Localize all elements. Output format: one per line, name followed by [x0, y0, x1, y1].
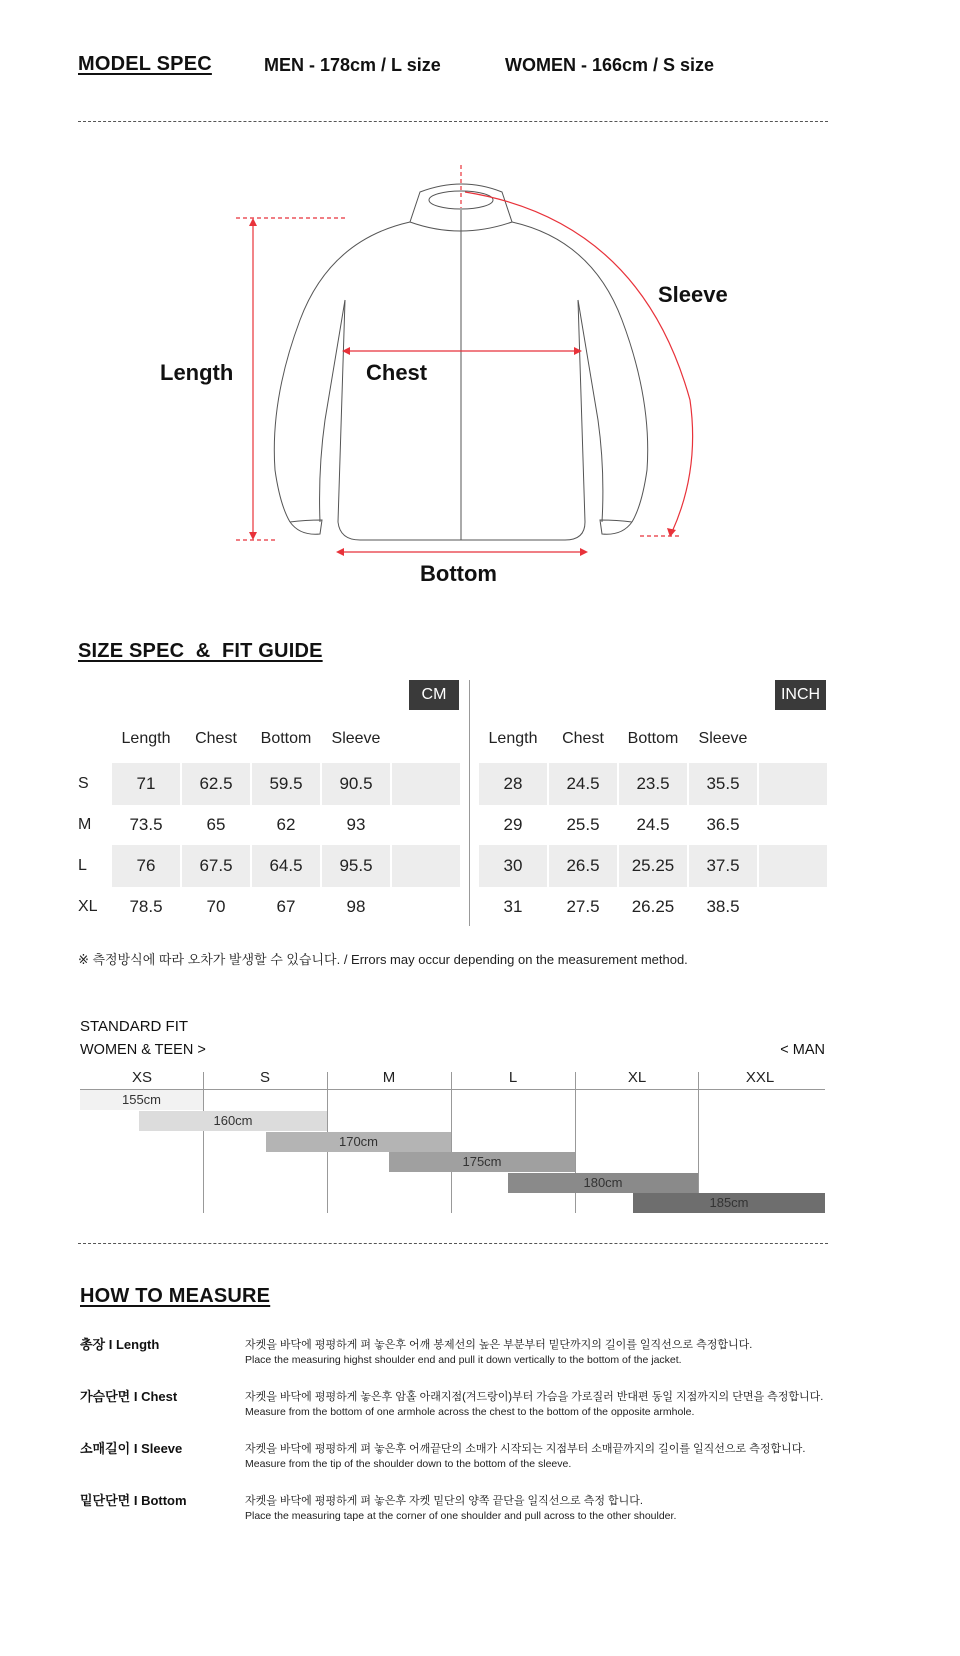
cm-cell: 62	[276, 815, 296, 834]
cm-cell	[392, 886, 460, 928]
fit-column-divider	[451, 1072, 452, 1213]
size-row-label: L	[78, 857, 87, 874]
fit-column-divider	[698, 1072, 699, 1213]
how-to-measure-title: HOW TO MEASURE	[80, 1285, 271, 1307]
fit-height-bar: 170cm	[266, 1132, 451, 1152]
measure-term: 총장 I Length	[80, 1337, 160, 1352]
inch-cell: 36.5	[706, 815, 740, 834]
fit-height-bar: 185cm	[633, 1193, 825, 1213]
inch-cell	[759, 804, 827, 846]
inch-cell: 38.5	[706, 897, 740, 916]
label-chest: Chest	[366, 360, 428, 385]
label-sleeve: Sleeve	[658, 282, 728, 307]
label-bottom: Bottom	[420, 561, 497, 586]
model-spec-men: MEN - 178cm / L size	[264, 55, 441, 75]
cm-cell: 93	[346, 815, 366, 834]
cm-cell: 59.5	[252, 763, 320, 805]
inch-cell: 30	[479, 845, 547, 887]
fit-column-divider	[203, 1072, 204, 1213]
inch-cell: 26.5	[549, 845, 617, 887]
inch-col-header: Sleeve	[698, 730, 748, 747]
measurement-note: ※ 측정방식에 따라 오차가 발생할 수 있습니다. / Errors may occur depending on the measurement method.	[78, 952, 688, 967]
inch-col-header: Bottom	[627, 730, 679, 747]
cm-cell	[392, 804, 460, 846]
fit-size-header: M	[382, 1069, 396, 1086]
inch-cell: 23.5	[619, 763, 687, 805]
inch-cell: 25.25	[619, 845, 687, 887]
inch-cell: 24.5	[636, 815, 670, 834]
cm-cell	[392, 763, 460, 805]
measure-desc-ko: 자켓을 바닥에 평평하게 펴 놓은후 자켓 밑단의 양쪽 끝단을 일직선으로 측정 합니다.	[245, 1495, 643, 1507]
cm-col-header: Sleeve	[331, 730, 381, 747]
inch-cell	[759, 886, 827, 928]
model-spec-title: MODEL SPEC	[78, 53, 212, 75]
fit-title: STANDARD FIT	[80, 1018, 189, 1035]
inch-cell	[759, 763, 827, 805]
cm-cell: 71	[112, 763, 180, 805]
measure-term: 소매길이 I Sleeve	[80, 1441, 183, 1456]
inch-cell: 26.25	[631, 897, 675, 916]
fit-right-label: < MAN	[780, 1042, 825, 1058]
fit-size-header: XL	[627, 1069, 647, 1086]
measure-desc-ko: 자켓을 바닥에 평평하게 놓은후 암홀 아래지점(겨드랑이)부터 가슴을 가로질러 반대편 동일 지점까지의 단면을 측정합니다.	[245, 1391, 824, 1403]
size-row-label: M	[78, 816, 92, 833]
jacket-diagram	[0, 150, 900, 600]
model-spec-women: WOMEN - 166cm / S size	[505, 55, 715, 75]
fit-height-bar: 155cm	[80, 1090, 203, 1110]
size-row-label: XL	[78, 898, 98, 915]
cm-cell: 73.5	[129, 815, 163, 834]
measure-term: 밑단단면 I Bottom	[80, 1493, 187, 1508]
measure-desc-en: Measure from the bottom of one armhole across the chest to the bottom of the opposite armhole.	[245, 1406, 695, 1418]
cm-cell: 67	[276, 897, 296, 916]
divider-bottom	[78, 1243, 828, 1244]
measure-desc-en: Measure from the tip of the shoulder down to the bottom of the sleeve.	[245, 1458, 572, 1470]
cm-cell	[392, 845, 460, 887]
cm-col-header: Chest	[195, 730, 237, 747]
cm-badge: CM	[409, 680, 459, 710]
fit-size-header: XS	[131, 1069, 152, 1086]
fit-height-bar: 160cm	[139, 1111, 327, 1131]
cm-cell: 78.5	[129, 897, 163, 916]
fit-height-bar: 180cm	[508, 1173, 698, 1193]
cm-cell: 95.5	[322, 845, 390, 887]
inch-cell	[759, 845, 827, 887]
divider-top	[78, 121, 828, 122]
fit-left-label: WOMEN & TEEN >	[80, 1042, 206, 1058]
cm-cell: 76	[112, 845, 180, 887]
fit-size-header: S	[259, 1069, 270, 1086]
cm-cell: 90.5	[322, 763, 390, 805]
inch-cell: 29	[503, 815, 523, 834]
inch-cell: 31	[503, 897, 523, 916]
cm-cell: 64.5	[252, 845, 320, 887]
fit-size-header: XXL	[745, 1069, 775, 1086]
cm-cell: 62.5	[182, 763, 250, 805]
measure-desc-ko: 자켓을 바닥에 평평하게 펴 놓은후 어깨 봉제선의 높은 부분부터 밑단까지의 길이를 일직선으로 측정합니다.	[245, 1339, 753, 1351]
measure-desc-en: Place the measuring tape at the corner of one shoulder and pull across to the other shoulder.	[245, 1510, 677, 1522]
inch-cell: 25.5	[566, 815, 600, 834]
cm-cell: 98	[346, 897, 366, 916]
inch-cell: 37.5	[689, 845, 757, 887]
inch-cell: 24.5	[549, 763, 617, 805]
inch-col-header: Chest	[562, 730, 604, 747]
size-row-label: S	[78, 775, 89, 792]
inch-cell: 35.5	[689, 763, 757, 805]
cm-cell: 67.5	[182, 845, 250, 887]
size-spec-title: SIZE SPEC & FIT GUIDE	[78, 640, 323, 662]
inch-cell: 28	[479, 763, 547, 805]
inch-cell: 27.5	[566, 897, 600, 916]
fit-height-bar: 175cm	[389, 1152, 575, 1172]
measure-term: 가슴단면 I Chest	[80, 1389, 178, 1404]
measure-lines	[236, 165, 693, 556]
cm-cell: 65	[206, 815, 226, 834]
cm-cell: 70	[206, 897, 226, 916]
table-divider	[469, 680, 470, 926]
inch-col-header: Length	[488, 730, 538, 747]
cm-col-header: Length	[121, 730, 171, 747]
label-length: Length	[160, 360, 234, 385]
measure-desc-ko: 자켓을 바닥에 평평하게 펴 놓은후 어깨끝단의 소매가 시작되는 지점부터 소매끝까지의 길이를 일직선으로 측정합니다.	[245, 1443, 806, 1455]
inch-badge: INCH	[775, 680, 826, 710]
cm-col-header: Bottom	[260, 730, 312, 747]
jacket-outline	[274, 184, 647, 540]
fit-size-header: L	[508, 1069, 518, 1086]
measure-desc-en: Place the measuring highst shoulder end and pull it down vertically to the bottom of the jacket.	[245, 1354, 682, 1366]
